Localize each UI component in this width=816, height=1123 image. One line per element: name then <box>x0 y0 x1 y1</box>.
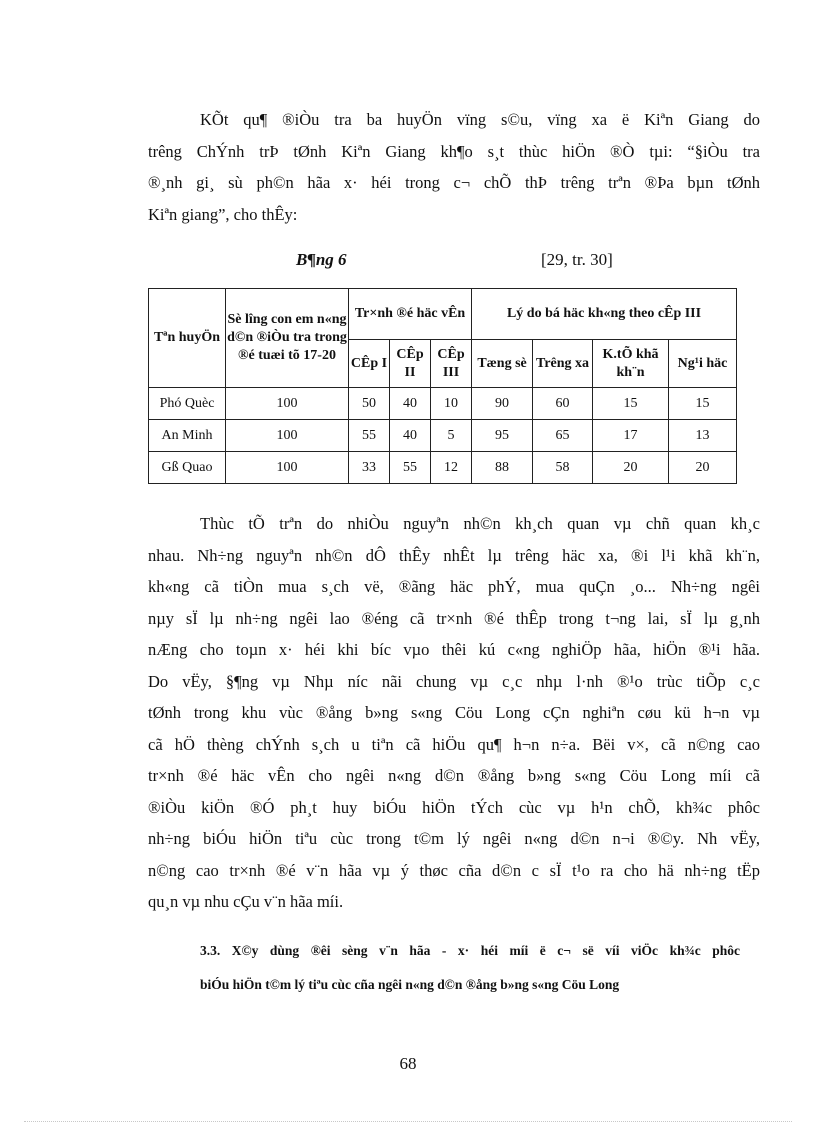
table-cell: 15 <box>669 388 737 420</box>
table-row <box>149 420 737 452</box>
intro-paragraph <box>148 104 760 230</box>
text-line: nµy sÏ lµ nh÷ng ngêi lao ®éng cã tr×nh ®é thÊp trong t¬ng lai, sÏ lµ g¸nh <box>148 608 760 628</box>
table-cell: 40 <box>390 420 431 452</box>
header-level-3: CÊp III <box>431 340 472 388</box>
statistics-table <box>148 288 737 484</box>
table-cell: 5 <box>431 420 472 452</box>
table-cell: 13 <box>669 420 737 452</box>
text-line: ®iÒu kiÖn ®Ó ph¸t huy biÓu hiÖn tÝch cùc vµ h¹n chÕ, kh¾c phôc <box>148 797 760 817</box>
table-cell: 60 <box>533 388 593 420</box>
table-cell: 20 <box>669 452 737 484</box>
table-cell: 15 <box>593 388 669 420</box>
table-cell: 40 <box>390 388 431 420</box>
table-cell: 50 <box>349 388 390 420</box>
table-title: B¶ng 6 <box>296 250 347 269</box>
table-cell: 55 <box>390 452 431 484</box>
text-line: nÆng cho toµn x· héi khi bíc vµo thêi kú c«ng nghiÖp hãa, hiÖn ®¹i hãa. <box>148 640 760 659</box>
header-level-1: CÊp I <box>349 340 390 388</box>
table-cell: 100 <box>226 388 349 420</box>
table-cell: 90 <box>472 388 533 420</box>
text-line: kh«ng cã tiÒn mua s¸ch vë, ®ãng häc phÝ, mua quÇn ¸o... Nh÷ng ngêi <box>148 577 760 596</box>
table-cell: 55 <box>349 420 390 452</box>
district-cell: Phó Quèc <box>149 388 226 420</box>
section-heading <box>200 934 740 1002</box>
district-cell: An Minh <box>149 420 226 452</box>
table-cell: 100 <box>226 452 349 484</box>
text-line: n©ng cao tr×nh ®é v¨n hãa vµ ý thøc cña d©n c sÏ t¹o ra cho hä nh÷ng tËp <box>148 860 760 880</box>
table-cell: 100 <box>226 420 349 452</box>
text-line: Kiªn giang”, cho thÊy: <box>148 204 298 224</box>
text-line: nh÷ng biÓu hiÖn tiªu cùc trong t©m lý ngêi n«ng d©n n¬i ®©y. Nh vËy, <box>148 829 760 848</box>
header-children-count: Sè lîng con em n«ng d©n ®iÒu tra trong ®é tuæi tõ 17-20 <box>226 289 349 388</box>
page-number: 68 <box>399 1054 417 1073</box>
text-line: KÕt qu¶ ®iÒu tra ba huyÖn vïng s©u, vïng xa ë Kiªn Giang do <box>200 110 760 129</box>
table-cell: 20 <box>593 452 669 484</box>
table-reference: [29, tr. 30] <box>541 250 613 269</box>
header-education-group: Tr×nh ®é häc vÊn <box>349 289 472 340</box>
table-row <box>149 388 737 420</box>
header-reasons-group: Lý do bá häc kh«ng theo cÊp III <box>472 289 737 340</box>
text-line: cã hÖ thèng chÝnh s¸ch u tiªn cã hiÖu qu¶ h¬n n÷a. Bëi v×, cã n©ng cao <box>148 734 760 754</box>
text-line: Thùc tÕ trªn do nhiÒu nguyªn nh©n kh¸ch quan vµ chñ quan kh¸c <box>200 514 760 533</box>
footer-divider <box>24 1121 792 1122</box>
table-cell: 33 <box>349 452 390 484</box>
header-reason-reluctant: Ng¹i häc <box>669 340 737 388</box>
district-cell: Gß Quao <box>149 452 226 484</box>
text-line: Do vËy, §¶ng vµ Nhµ níc nãi chung vµ c¸c nhµ l·nh ®¹o trùc tiÕp c¸c <box>148 671 760 691</box>
text-line: tr×nh ®é häc vÊn cho ngêi n«ng d©n ®ång b»ng s«ng Cöu Long míi cã <box>148 766 760 785</box>
text-line: ®¸nh gi¸ sù ph©n hãa x· héi trong c¬ chÕ thÞ trêng trªn ®Þa bµn tØnh <box>148 173 760 192</box>
table-cell: 17 <box>593 420 669 452</box>
text-line: trêng ChÝnh trÞ tØnh Kiªn Giang kh¶o s¸t thùc hiÖn ®Ò tµi: “§iÒu tra <box>148 141 760 161</box>
table-row <box>149 452 737 484</box>
table-cell: 88 <box>472 452 533 484</box>
table-cell: 95 <box>472 420 533 452</box>
text-line: tØnh trong khu vùc ®ång b»ng s«ng Cöu Long cÇn nghiªn cøu kü h¬n vµ <box>148 703 760 722</box>
heading-line: 3.3. X©y dùng ®êi sèng v¨n hãa - x· héi míi ë c¬ së víi viÖc kh¾c phôc <box>200 943 740 958</box>
body-paragraph <box>148 508 760 918</box>
heading-line: biÓu hiÖn t©m lý tiªu cùc cña ngêi n«ng d©n ®ång b»ng s«ng Cöu Long <box>200 977 620 992</box>
text-line: qu¸n vµ nhu cÇu v¨n hãa míi. <box>148 892 344 911</box>
header-reason-school-far: Trêng xa <box>533 340 593 388</box>
table-cell: 12 <box>431 452 472 484</box>
text-line: nhau. Nh÷ng nguyªn nh©n dÔ thÊy nhÊt lµ trêng häc xa, ®i l¹i khã kh¨n, <box>148 545 760 565</box>
header-reason-total: Tæng sè <box>472 340 533 388</box>
table-cell: 65 <box>533 420 593 452</box>
header-reason-economic: K.tÕ khã kh¨n <box>593 340 669 388</box>
table-cell: 58 <box>533 452 593 484</box>
table-cell: 10 <box>431 388 472 420</box>
header-level-2: CÊp II <box>390 340 431 388</box>
table-caption <box>148 250 760 274</box>
header-district: Tªn huyÖn <box>149 289 226 388</box>
